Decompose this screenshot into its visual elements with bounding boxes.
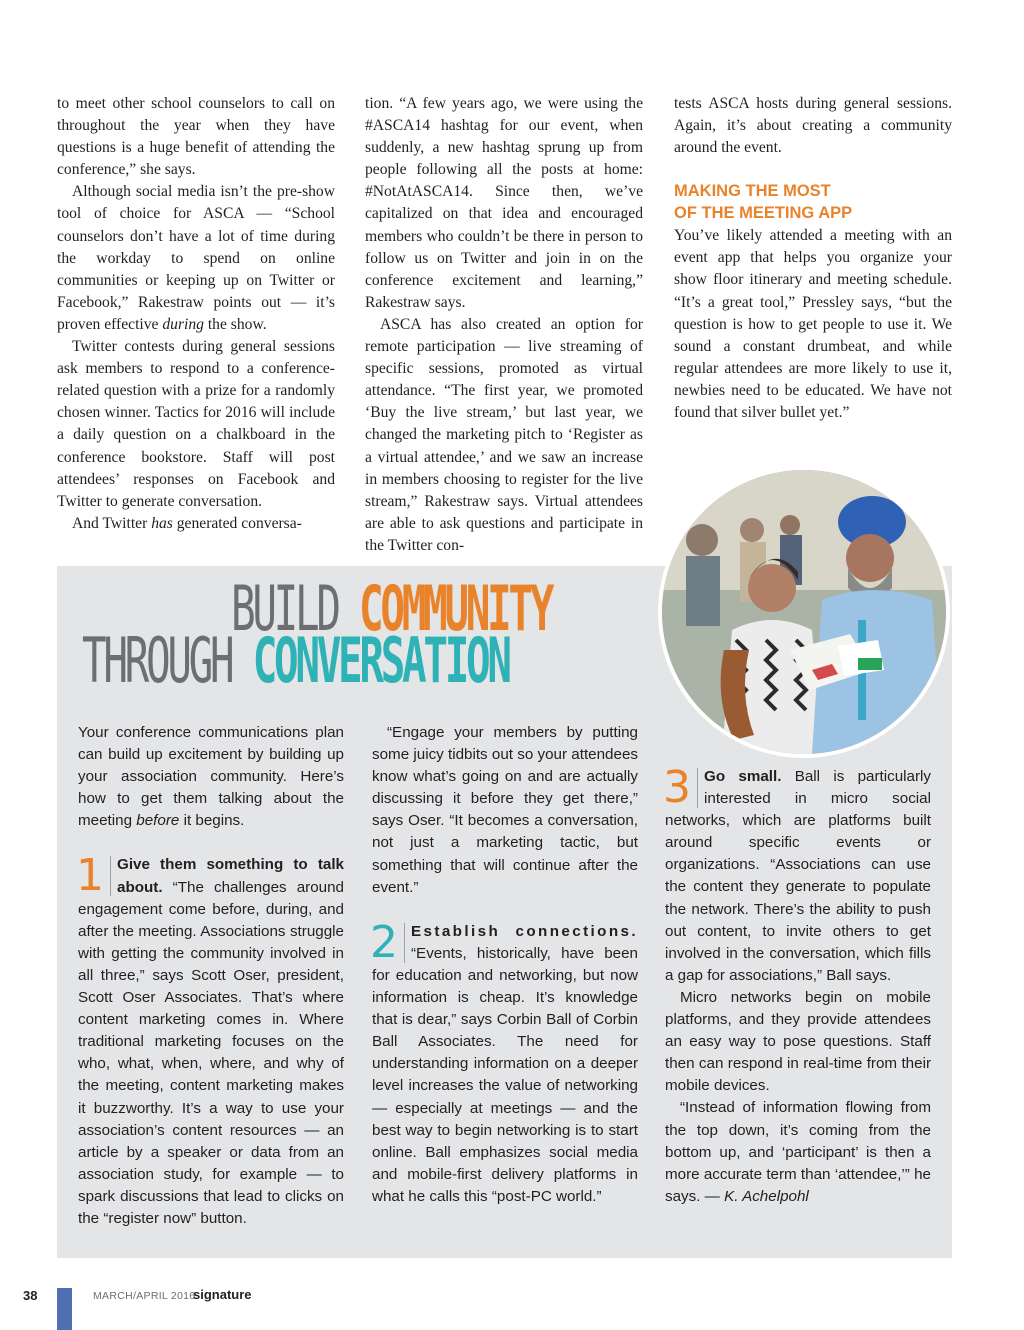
emphasis: before [136, 812, 180, 830]
headline-word: THROUGH [82, 624, 232, 697]
text-run: it begins. [179, 812, 245, 830]
tip-number: 2 [370, 923, 405, 963]
text-run: Although social media isn’t the pre-show tool of choice for ASCA — “School counselors don’t have a lot of time during the workday to spend on online communities or keeping up on Twitter or Facebook,” Rakestraw points out — it’s proven effective [57, 183, 335, 333]
paragraph [665, 1097, 931, 1207]
section-heading [674, 180, 952, 224]
footer-color-bar [57, 1288, 72, 1330]
tip-body: Ball is particularly interested in micro social networks, which are platforms built around specific events or organizations. “Associations can use the content they generate to populate the network. There’s the ability to push out content, to invite others to get involved in the conversation, which fills a gap for associations,” Ball says. [665, 768, 931, 984]
magazine-name: signature [193, 1287, 252, 1302]
headline-word: BUILD [231, 572, 338, 645]
paragraph [57, 181, 335, 336]
text-run: the show. [203, 315, 267, 333]
paragraph: ASCA has also created an option for remote participation — live streaming of specific sessions, promoted as virtual attendance. “The first year, we promoted ‘Buy the live stream,’ but last year, we changed the marketing pitch to ‘Register as a virtual attendee,’ and we saw an increase in members choosing to register for the live stream,” Rakestraw says. Virtual attendees are able to ask questions and participate in the Twitter con- [365, 315, 643, 554]
text-run: Your conference communications plan can build up excitement by building up your association community. Here’s how to get them talking about the meeting [78, 724, 344, 830]
text-run: generated conversa- [172, 514, 302, 532]
text-run: “Instead of information flowing from the top down, it’s coming from the bottom up, and ‘participant’ is then a more accurate term than ‘attendee,’” he says. — [665, 1099, 931, 1205]
byline: K. Achelpohl [724, 1187, 809, 1205]
sidebar-column-1 [78, 722, 344, 1230]
tip-number: 3 [663, 768, 698, 808]
paragraph: You’ve likely attended a meeting with an event app that helps you organize your show floor itinerary and meeting schedule. “It’s a great tool,” Pressley says, “but the question is how to get people to use it. We sound a constant drumbeat, and while regular attendees are more likely to use it, newbies need to be educated. We have not found that silver bullet yet.” [674, 227, 952, 422]
emphasis: has [151, 514, 173, 532]
paragraph: Twitter contests during general sessions ask members to respond to a conference-related question with a prize for a randomly chosen winner. Tactics for 2016 will include a daily question on a chalkboard in the conference bookstore. Staff will post attendees’ responses on Facebook and Twitter to generate conversation. [57, 338, 335, 510]
tip-body: “Events, historically, have been for education and networking, but now information is cheap. It’s knowledge that is dear,” says Corbin Ball of Corbin Ball Associates. The need for understanding information on a deeper level increases the value of networking — especially at meetings — and the best way to begin networking is to start online. Ball emphasizes social media and mobile-first delivery platforms in what he calls this “post-PC world.” [372, 944, 638, 1205]
tip-lead: Establish connections. [411, 922, 638, 940]
sidebar-column-3 [663, 762, 931, 1208]
sidebar-intro [78, 722, 344, 832]
tip-lead: Go small. [704, 768, 782, 785]
paragraph: to meet other school counselors to call on throughout the year when they have questions is a huge benefit of attending the conference,” she says. [57, 95, 335, 179]
article-column-1 [57, 93, 335, 535]
photo-illustration [662, 470, 946, 754]
spacer [78, 832, 344, 854]
text-run: And Twitter [72, 514, 152, 532]
headline-word: COMMUNITY [359, 572, 552, 645]
paragraph [57, 513, 335, 535]
heading-line: OF THE MEETING APP [674, 204, 853, 223]
spacer [372, 899, 638, 921]
tip-1 [76, 850, 344, 1230]
tip-3 [663, 762, 931, 987]
paragraph: tests ASCA hosts during general sessions. Again, it’s about creating a community around the event. [674, 95, 952, 157]
issue-date: MARCH/APRIL 2016 [93, 1290, 196, 1302]
paragraph: Micro networks begin on mobile platforms, and they provide attendees an easy way to pose questions. Staff then can respond in real-time from their mobile devices. [665, 988, 931, 1095]
paragraph: tion. “A few years ago, we were using the #ASCA14 hashtag for our event, when suddenly, a new hashtag sprung up from people following all the posts at home: #NotAtASCA14. Since then, we’ve capitalized on that idea and encouraged members who couldn’t be there in person to follow us on Twitter and join in on the conference excitement and learning,” Rakestraw says. [365, 95, 643, 311]
tip-body: “The challenges around engagement come before, during, and after the meeting. Associations struggle with getting the community involved in all three,” says Scott Oser, president, Scott Oser Associates. That’s where content marketing comes in. Where traditional marketing focuses on the who, what, when, where, and why of the meeting, content marketing makes it buzzworthy. It’s a way to use your association’s content resources — an article by a speaker or data from an association study, for example — to spark discussions that lead to clicks on the “register now” button. [78, 878, 344, 1227]
tip-2 [370, 916, 638, 1208]
article-column-2 [365, 93, 643, 557]
paragraph: “Engage your members by putting some juicy tidbits out so your attendees know what’s going on and are actually discussing it before they get there,” says Oser. “It becomes a conversation, not just a marketing tactic, but something that will continue after the event.” [372, 724, 638, 896]
tip-number: 1 [76, 856, 111, 896]
tip-lead: Give them something to talk about. [117, 856, 344, 896]
heading-line: MAKING THE MOST [674, 182, 831, 201]
emphasis: during [162, 315, 204, 333]
headline-word: CONVERSATION [252, 624, 509, 697]
article-column-3 [674, 93, 952, 424]
page-number: 38 [23, 1288, 38, 1303]
sidebar-column-2 [372, 722, 638, 1208]
sidebar-headline-line-2 [82, 624, 509, 697]
event-photo [658, 466, 950, 758]
